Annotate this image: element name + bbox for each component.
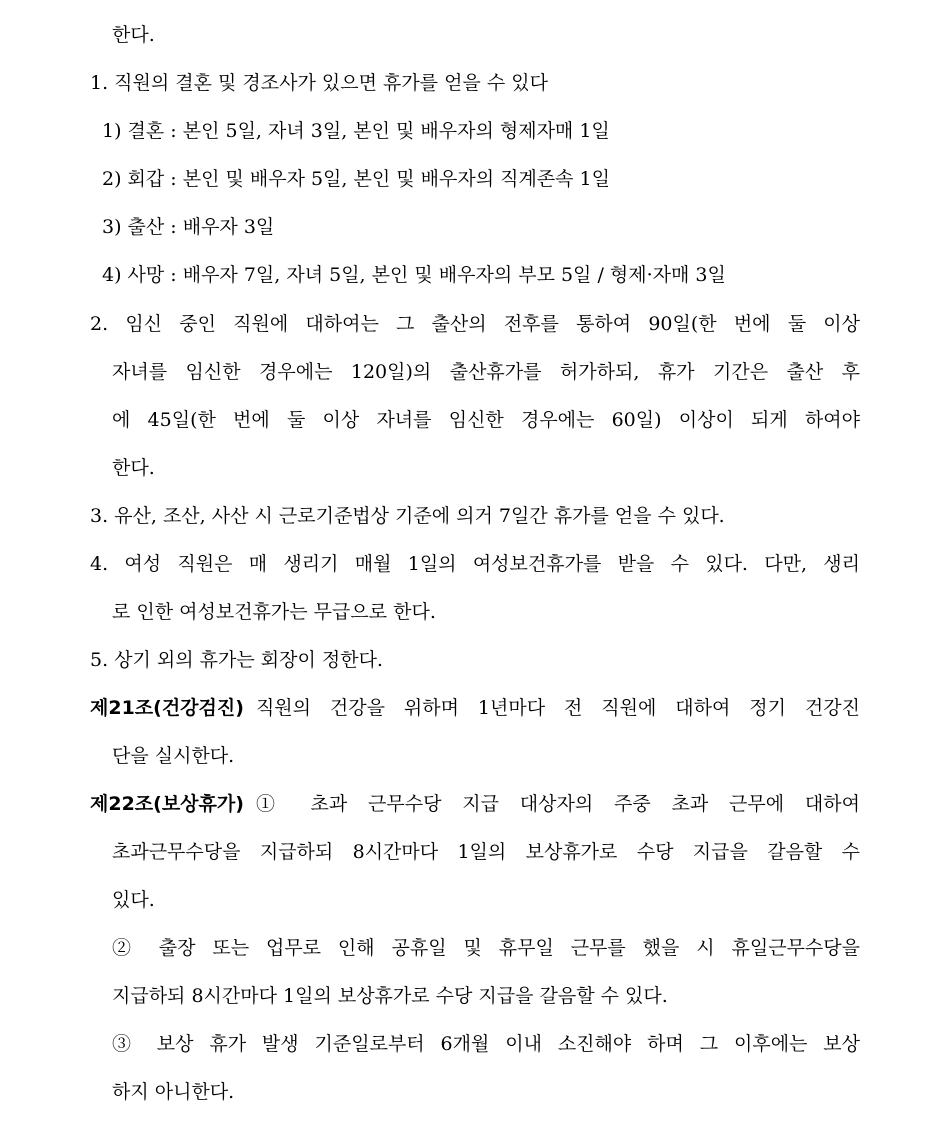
list-item: 1. 직원의 결혼 및 경조사가 있으면 휴가를 얻을 수 있다 bbox=[90, 72, 548, 94]
list-item: 1) 결혼 : 본인 5일, 자녀 3일, 본인 및 배우자의 형제자매 1일 bbox=[102, 120, 610, 142]
text-line: 초과근무수당을 지급하되 8시간마다 1일의 보상휴가로 수당 지급을 갈음할 수 bbox=[112, 841, 860, 863]
text-line: 에 45일(한 번에 둘 이상 자녀를 임신한 경우에는 60일) 이상이 되게 하여야 bbox=[112, 409, 860, 431]
text-line: 자녀를 임신한 경우에는 120일)의 출산휴가를 허가하되, 휴가 기간은 출산 후 bbox=[112, 361, 860, 383]
article-body: ① 초과 근무수당 지급 대상자의 주중 초과 근무에 대하여 bbox=[255, 793, 860, 815]
text-line: ③ 보상 휴가 발생 기준일로부터 6개월 이내 소진해야 하며 그 이후에는 보상 bbox=[112, 1033, 860, 1055]
text-line: ② 출장 또는 업무로 인해 공휴일 및 휴무일 근무를 했을 시 휴일근무수당을 bbox=[112, 937, 860, 959]
article-title: 제21조(건강검진) bbox=[90, 697, 244, 719]
text-line: 지급하되 8시간마다 1일의 보상휴가로 수당 지급을 갈음할 수 있다. bbox=[112, 985, 668, 1007]
article-title: 제22조(보상휴가) bbox=[90, 793, 244, 815]
text-line: 로 인한 여성보건휴가는 무급으로 한다. bbox=[112, 601, 436, 623]
list-item: 5. 상기 외의 휴가는 회장이 정한다. bbox=[90, 649, 383, 671]
list-item: 4) 사망 : 배우자 7일, 자녀 5일, 본인 및 배우자의 부모 5일 / 형제·자매 3일 bbox=[102, 264, 726, 286]
article-21 bbox=[90, 695, 860, 721]
text-line: 단을 실시한다. bbox=[112, 745, 235, 767]
list-item: 3. 유산, 조산, 사산 시 근로기준법상 기준에 의거 7일간 휴가를 얻을 수 있다. bbox=[90, 505, 725, 527]
text-line: 한다. bbox=[112, 457, 155, 479]
article-22 bbox=[90, 791, 860, 817]
text-line: 하지 아니한다. bbox=[112, 1081, 235, 1103]
text-line: 있다. bbox=[112, 889, 155, 911]
list-item: 3) 출산 : 배우자 3일 bbox=[102, 216, 275, 238]
article-body: 직원의 건강을 위하며 1년마다 전 직원에 대하여 정기 건강진 bbox=[255, 697, 860, 719]
list-item: 2. 임신 중인 직원에 대하여는 그 출산의 전후를 통하여 90일(한 번에 둘 이상 bbox=[90, 313, 860, 335]
list-item: 2) 회갑 : 본인 및 배우자 5일, 본인 및 배우자의 직계존속 1일 bbox=[102, 168, 610, 190]
text-line: 한다. bbox=[112, 24, 155, 46]
list-item: 4. 여성 직원은 매 생리기 매월 1일의 여성보건휴가를 받을 수 있다. 다만, 생리 bbox=[90, 553, 860, 575]
